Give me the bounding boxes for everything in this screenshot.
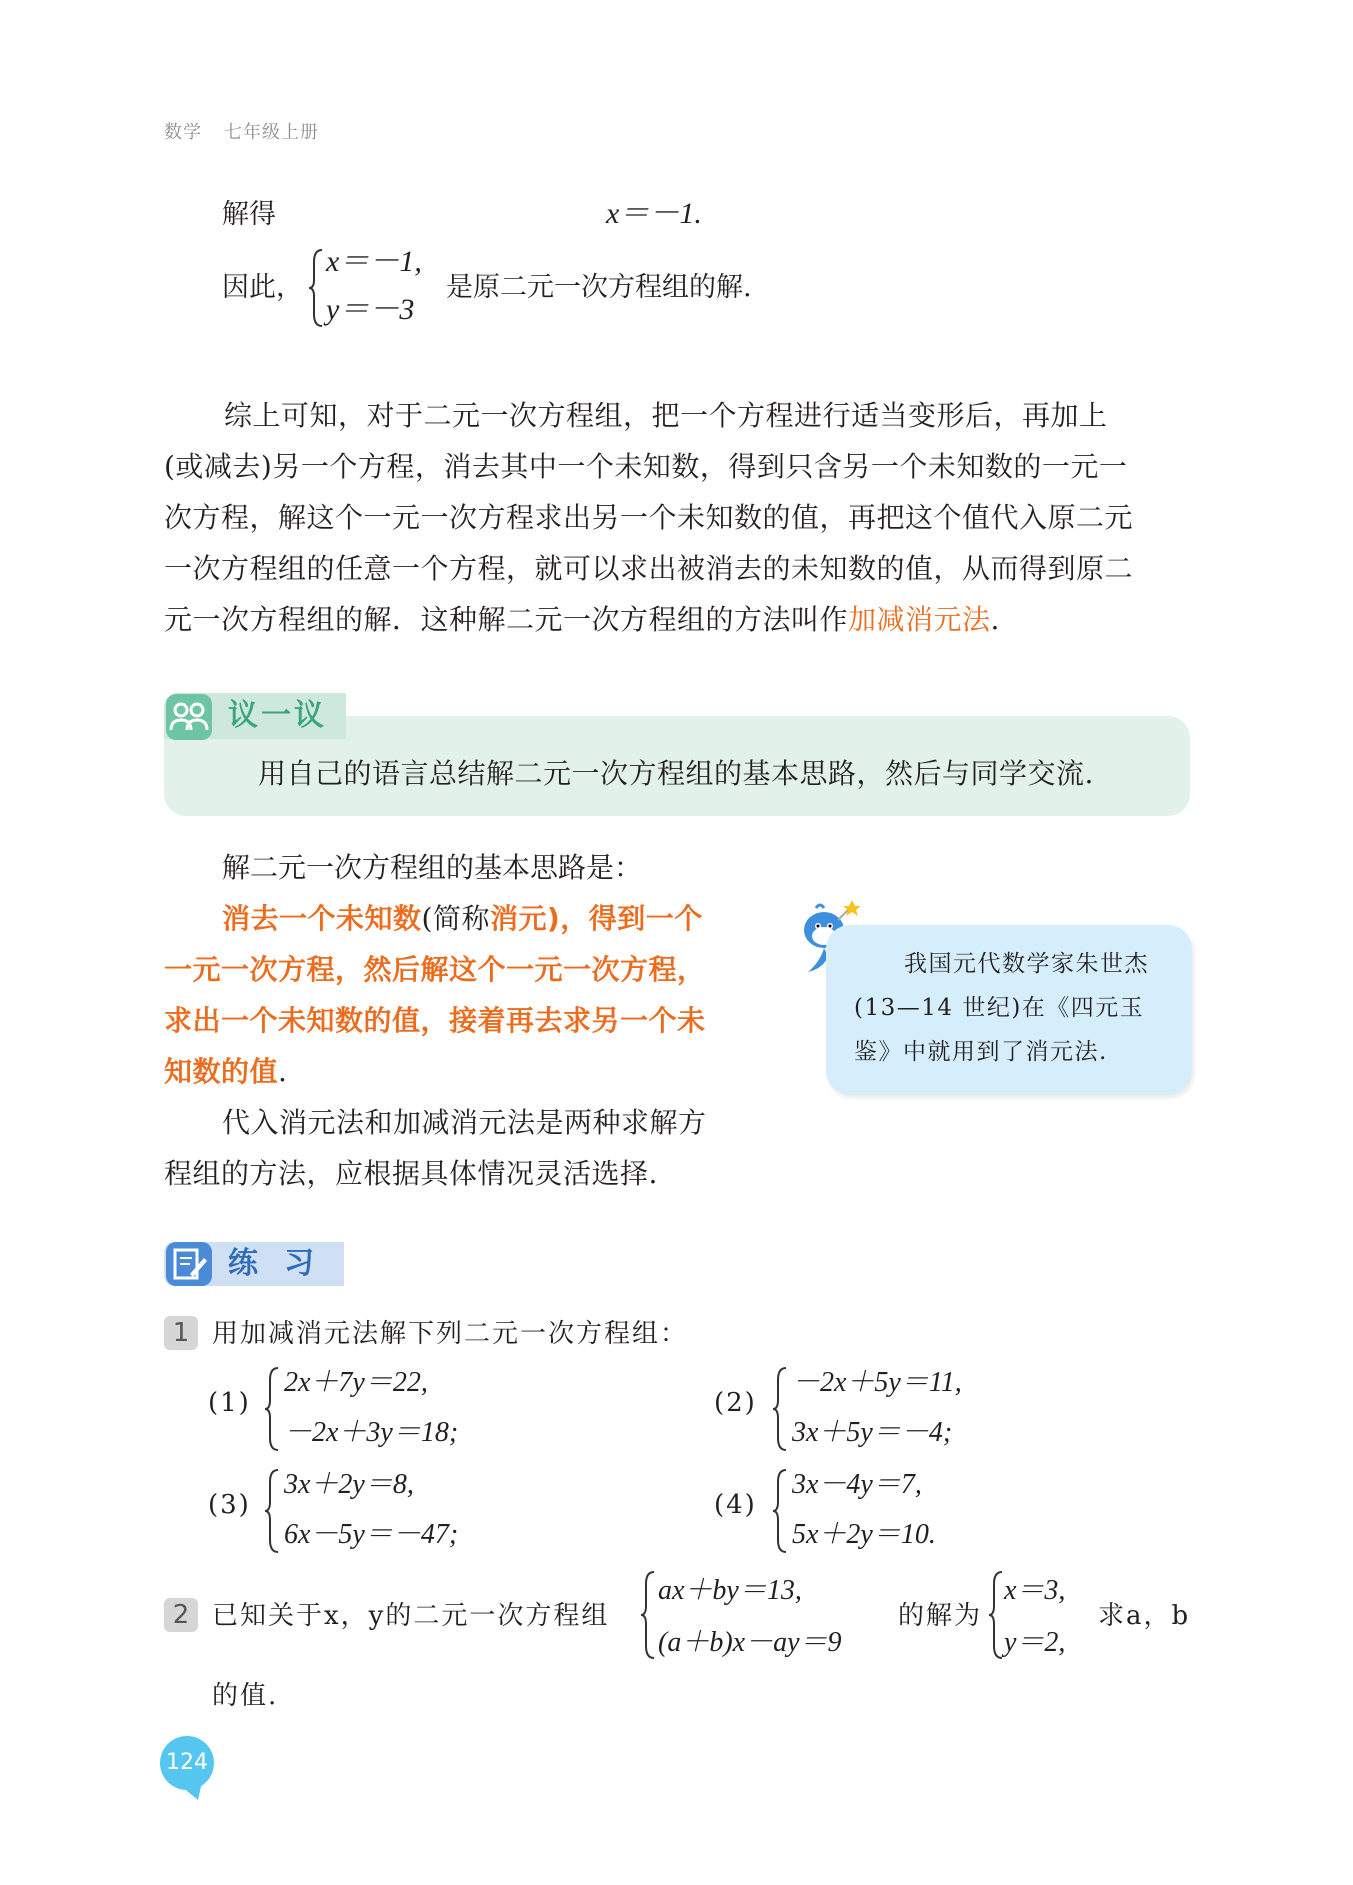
system-2-eq1: －2x＋5y＝11, [792,1367,962,1398]
exercise-pencil-icon [166,1242,212,1286]
question-2-mid: 的解为 [898,1601,983,1631]
idea-line5: 代入消元法和加减消元法是两种求解方 [222,1106,707,1139]
system-3-eq2: 6x－5y＝－47; [284,1519,459,1550]
left-brace-icon [308,248,324,328]
keyword-elimination: 加减消元法 [848,603,991,636]
system-1-eq1: 2x＋7y＝22, [284,1367,428,1398]
summary-line: 次方程，解这个一元一次方程求出另一个未知数的值，再把这个值代入原二元 [164,501,1134,534]
solve-label: 解得 [222,199,276,230]
left-brace-icon [772,1468,788,1554]
system-2-label: (2) [714,1388,757,1418]
solve-equation: x＝－1. [606,197,702,230]
system-4-eq2: 5x＋2y＝10. [792,1519,936,1550]
bubble-text: 我国元代数学家朱世杰(13—14 世纪)在《四元玉鉴》中就用到了消元法. [854,951,1149,1065]
system-3-eq1: 3x＋2y＝8, [284,1469,414,1500]
system-3-label: (3) [208,1490,251,1520]
system-4-label: (4) [714,1490,757,1520]
idea-line1-c: 消元 [489,902,547,935]
summary-line: (或减去)另一个方程，消去其中一个未知数，得到只含另一个未知数的一元一 [164,450,1128,483]
question-number-2: 2 [164,1598,198,1632]
discussion-title: 议一议 [228,698,327,733]
people-icon [166,694,212,740]
therefore-eq1: x＝－1, [326,245,422,278]
summary-last-text: 元一次方程组的解．这种解二元一次方程组的方法叫作 [164,603,849,636]
question-2-eq1: ax＋by＝13, [658,1575,802,1606]
question-2-prefix: 已知关于x，y的二元一次方程组 [212,1601,610,1631]
idea-line1 [164,893,764,944]
idea-line6: 程组的方法，应根据具体情况灵活选择. [164,1157,658,1190]
left-brace-icon [264,1468,280,1554]
question-number-1: 1 [164,1316,198,1350]
idea-line1-a: 消去一个未知数 [222,902,422,935]
summary-paragraph [164,390,1194,645]
idea-line2: 一元一次方程，然后解这个一元一次方程， [164,953,706,986]
discussion-text: 用自己的语言总结解二元一次方程组的基本思路，然后与同学交流. [258,757,1094,790]
question-2-suffix: 求a，b [1098,1601,1191,1631]
question-1-text: 用加减消元法解下列二元一次方程组： [212,1319,689,1349]
idea-line3: 求出一个未知数的值，接着再去求另一个未 [164,1004,706,1037]
idea-line1-b: (简称 [421,902,490,935]
system-1-label: (1) [208,1388,251,1418]
page-badge-tail-icon [176,1782,202,1800]
therefore-suffix: 是原二元一次方程组的解. [446,272,752,303]
summary-last-line [164,594,1194,645]
system-2-eq2: 3x＋5y＝－4; [792,1417,953,1448]
question-2-tail: 的值. [212,1681,279,1711]
therefore-prefix: 因此， [222,272,303,303]
idea-line4-b: . [278,1055,288,1088]
summary-last-period: . [990,603,1000,636]
running-header [164,118,319,144]
idea-intro: 解二元一次方程组的基本思路是： [222,851,643,884]
idea-line1-d: )，得到一个 [546,902,703,935]
idea-paragraph [164,893,764,1199]
system-1-eq2: －2x＋3y＝18; [284,1417,459,1448]
question-2-sol2: y＝2, [1004,1627,1066,1658]
summary-line: 一次方程组的任意一个方程，就可以求出被消去的未知数的值，从而得到原二 [164,552,1134,585]
question-2-sol1: x＝3, [1004,1575,1066,1606]
header-subject: 数学 [164,122,202,143]
left-brace-icon [988,1570,1004,1660]
summary-line: 综上可知，对于二元一次方程组，把一个方程进行适当变形后，再加上 [224,399,1108,432]
left-brace-icon [772,1366,788,1452]
system-4-eq1: 3x－4y＝7, [792,1469,922,1500]
header-grade: 七年级上册 [224,122,319,143]
exercise-title: 练习 [228,1246,340,1281]
idea-line4 [164,1046,764,1097]
left-brace-icon [640,1570,656,1660]
left-brace-icon [264,1366,280,1452]
page-number: 124 [160,1736,214,1790]
idea-line4-a: 知数的值 [164,1055,279,1088]
therefore-eq2: y＝－3 [326,293,415,326]
question-2-eq2: (a＋b)x－ay＝9 [658,1627,842,1658]
